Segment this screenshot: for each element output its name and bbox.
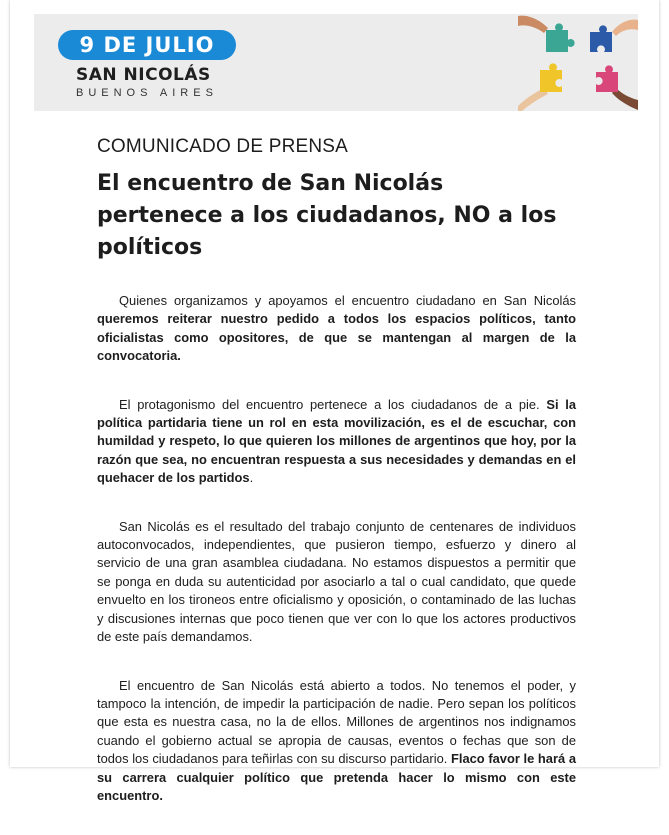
document-label: COMUNICADO DE PRENSA: [97, 136, 349, 157]
paragraph-4: [97, 677, 576, 806]
paragraph-1-bold: queremos reiterar nuestro pedido a todos los espacios políticos, tanto oficialistas como opositores, de que se mantengan al margen de la convocatoria.: [97, 311, 576, 364]
press-release-body: [97, 136, 576, 835]
paragraph-3: [97, 518, 576, 647]
paragraph-4-bold: Flaco favor le hará a su carrera cualquier político que pretenda hacer lo mismo con este encuentro.: [97, 751, 576, 803]
puzzle-hands-illustration: [518, 14, 638, 111]
paragraph-2-bold: Si la política partidaria tiene un rol en esta movilización, es el de escuchar, con humildad y respeto, lo que quieren los millones de argentinos que hoy, por la razón que sea, no encuentran respuesta a sus necesidades y demandas en el quehacer de los partidos: [97, 396, 577, 486]
paragraph-2: [97, 396, 576, 488]
paragraph-2-text: El protagonismo del encuentro pertenece a los ciudadanos de a pie.: [119, 396, 547, 412]
paragraph-2-end: .: [249, 470, 254, 486]
paragraph-1-text: Quienes organizamos y apoyamos el encuentro ciudadano en San Nicolás: [119, 293, 576, 308]
header-banner: [34, 14, 638, 111]
paragraph-1: [97, 292, 576, 366]
paragraph-4-text: El encuentro de San Nicolás está abierto a todos. No tenemos el poder, y tampoco la intención, de impedir la participación de nadie. Pero sepan los políticos que esta es nuestra casa, no la de ellos. Millones de argentinos nos indignamos cuando el gobierno actual se apropia de causas, eventos o fechas que son de todos los ciudadanos para teñirlas con su discurso partidario.: [97, 677, 576, 767]
city-name: SAN NICOLÁS: [76, 65, 211, 85]
document-title: El encuentro de San Nicolás pertenece a los ciudadanos, NO a los políticos: [97, 171, 557, 260]
paragraph-3-text: San Nicolás es el resultado del trabajo conjunto de centenares de individuos autoconvocados, independientes, que pusieron tiempo, esfuerzo y dinero al servicio de una gran asamblea ciudadana. No estamos dispuestos a permitir que se ponga en duda su autenticidad por asociarlo a tal o cual candidato, que quede envuelto en los tironeos entre oficialismo y oposición, o contaminado de las luchas y discusiones internas que poco tienen que ver con lo que los actores productivos de este país demandamos.: [97, 518, 576, 645]
province-name: BUENOS AIRES: [76, 87, 218, 99]
date-badge: 9 DE JULIO: [58, 30, 236, 60]
